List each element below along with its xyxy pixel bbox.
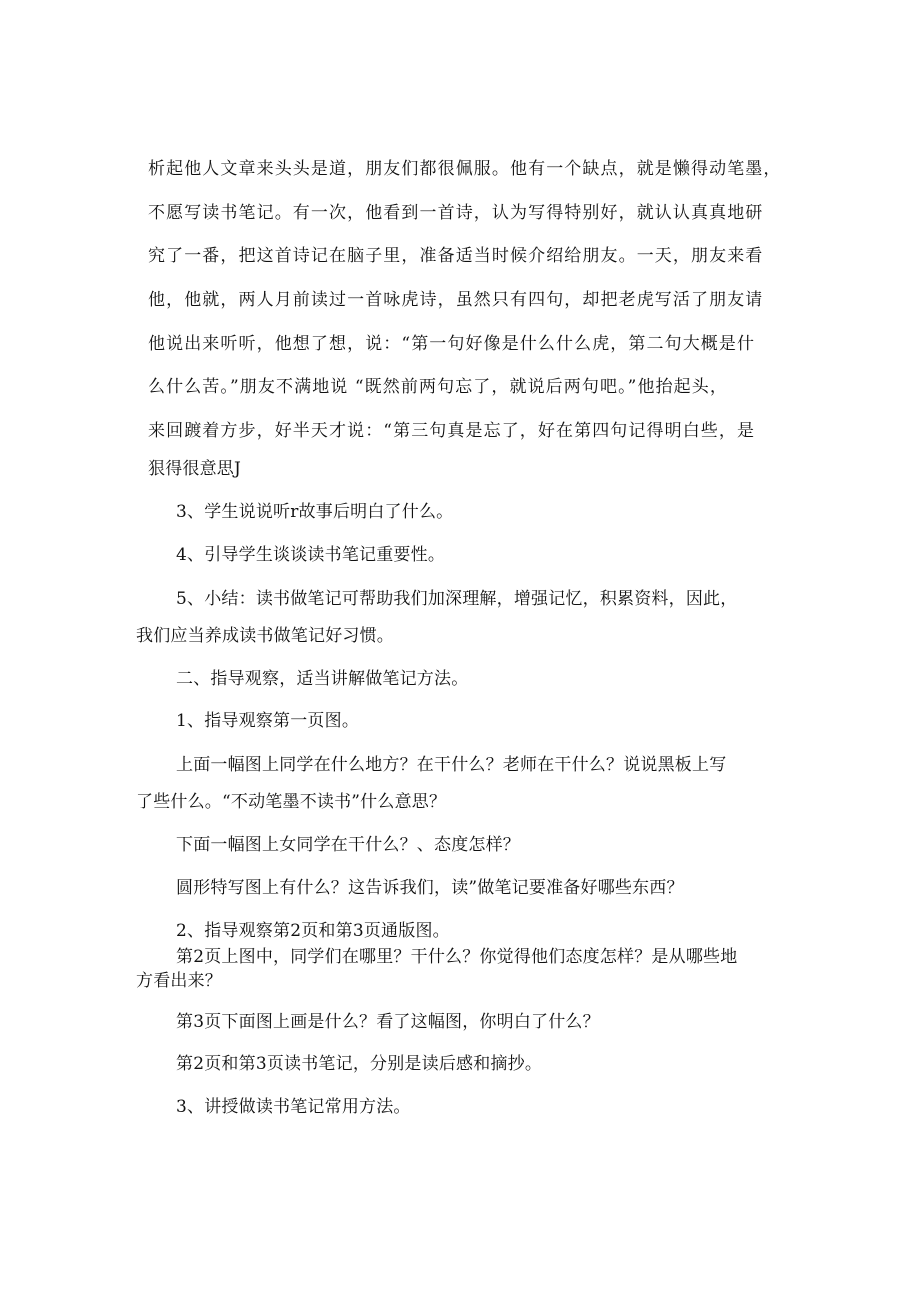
obs1-q1-line-2: 了些什么。“不动笔墨不读书”什么意思？ xyxy=(136,792,447,812)
obs2-q1-line-2: 方看出来？ xyxy=(136,971,222,991)
story-line-5: 他说出来听听，他想了想，说：“第一句好像是什么什么虎，第二句大概是什 xyxy=(148,334,756,354)
obs1-q3: 圆形特写图上有什么？这告诉我们，读”做笔记要准备好哪些东西？ xyxy=(176,878,684,898)
story-line-8: 狠得很意思J xyxy=(148,459,242,479)
obs1-q1-line-1: 上面一幅图上同学在什么地方？在干什么？老师在干什么？说说黑板上写 xyxy=(176,755,727,775)
step3-reflect: 3、学生说说听r故事后明白了什么。 xyxy=(176,502,454,522)
obs2-q2: 第3页下面图上画是什么？看了这幅图，你明白了什么？ xyxy=(176,1012,600,1032)
story-line-2: 不愿写读书笔记。有一次，他看到一首诗，认为写得特别好，就认认真真地研 xyxy=(148,203,764,223)
step4-importance: 4、引导学生谈谈读书笔记重要性。 xyxy=(176,545,446,565)
story-line-3: 究了一番，把这首诗记在脑子里，准备适当时候介绍给朋友。一天，朋友来看 xyxy=(148,246,764,266)
story-line-1: 析起他人文章来头头是道，朋友们都很佩服。他有一个缺点，就是懒得动笔墨， xyxy=(148,159,782,179)
summary-line-2: 我们应当养成读书做笔记好习惯。 xyxy=(136,626,394,646)
obs2-q3: 第2页和第3页读书笔记，分别是读后感和摘抄。 xyxy=(176,1054,543,1074)
step3-method: 3、讲授做读书笔记常用方法。 xyxy=(176,1097,411,1117)
obs1-heading: 1、指导观察第一页图。 xyxy=(176,711,360,731)
section2-heading: 二、指导观察，适当讲解做笔记方法。 xyxy=(176,669,469,689)
summary-line-1: 5、小结：读书做笔记可帮助我们加深理解，增强记忆，积累资料，因此， xyxy=(176,589,738,609)
story-line-6: 么什么苦。”朋友不满地说 “既然前两句忘了，就说后两句吧。”他抬起头， xyxy=(148,377,728,397)
obs2-q1-line-1: 第2页上图中，同学们在哪里？干什么？你觉得他们态度怎样？是从哪些地 xyxy=(176,947,738,967)
obs2-heading: 2、指导观察第2页和第3页通版图。 xyxy=(176,921,450,941)
story-line-7: 来回踱着方步，好半天才说：“第三句真是忘了，好在第四句记得明白些，是 xyxy=(148,421,756,441)
story-line-4: 他，他就，两人月前读过一首咏虎诗，虽然只有四句，却把老虎写活了朋友请 xyxy=(148,290,764,310)
obs1-q2: 下面一幅图上女同学在干什么？、态度怎样？ xyxy=(176,835,520,855)
